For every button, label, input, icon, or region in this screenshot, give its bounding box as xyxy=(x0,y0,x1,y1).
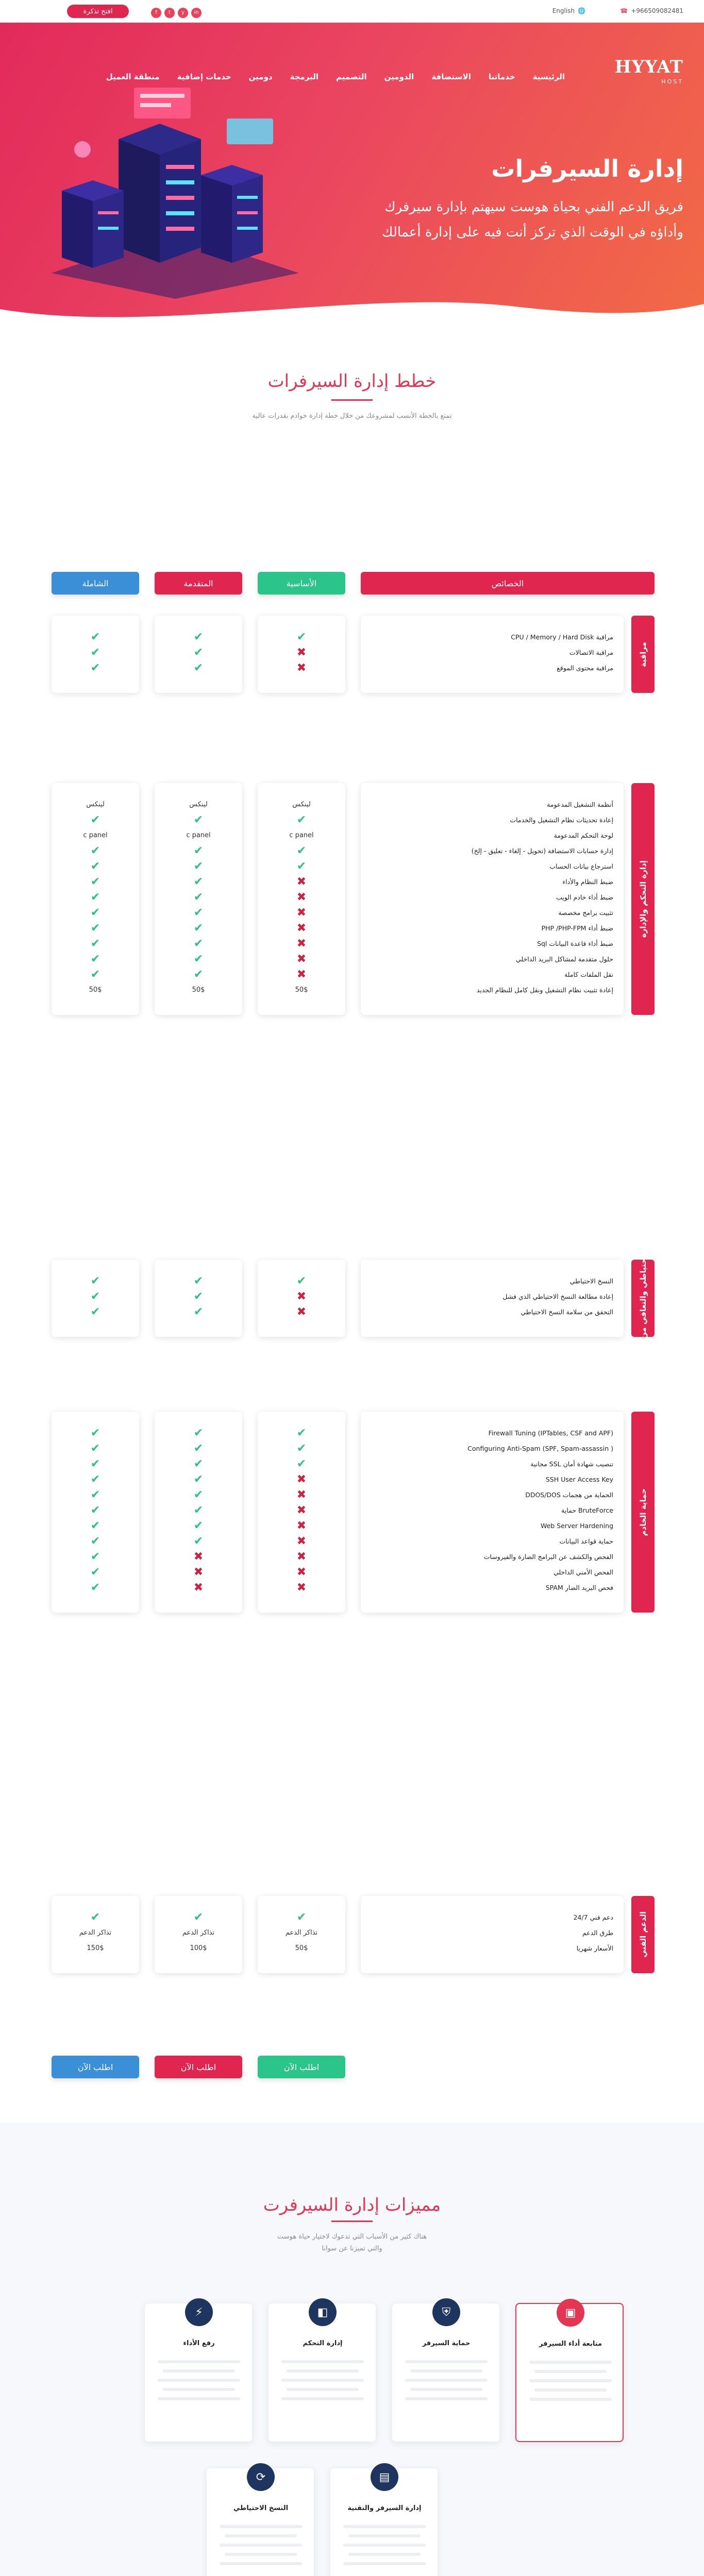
check-icon: ✔ xyxy=(90,968,100,981)
check-icon: ✔ xyxy=(90,875,100,888)
check-icon: ✔ xyxy=(90,1550,100,1563)
globe-icon: 🌐 xyxy=(578,7,585,14)
check-icon: ✔ xyxy=(193,953,204,965)
feature-card[interactable] xyxy=(515,2303,624,2442)
text-placeholder xyxy=(410,2369,482,2372)
cpu-icon: ▤ xyxy=(371,2463,398,2491)
cross-icon: ✖ xyxy=(296,875,307,888)
text-placeholder xyxy=(343,2544,426,2547)
plan-value: 100$ xyxy=(190,1944,207,1952)
check-icon: ✔ xyxy=(193,646,204,659)
check-icon: ✔ xyxy=(90,860,100,873)
text-placeholder xyxy=(225,2553,297,2556)
feature-card[interactable] xyxy=(330,2468,438,2576)
section-label-text: النسخ الاحتياطي والتعافي من الكوارث xyxy=(638,1225,648,1372)
plan-value: تذاكر الدعم xyxy=(182,1929,215,1937)
feature-label: إعادة تثبيت نظام التشغيل ونقل كامل للنظام الجديد xyxy=(476,986,613,994)
youtube-icon[interactable]: y xyxy=(178,8,188,18)
check-icon: ✔ xyxy=(296,814,307,826)
text-placeholder xyxy=(220,2525,302,2528)
text-placeholder xyxy=(405,2360,488,2363)
check-icon: ✔ xyxy=(193,1306,204,1318)
feature-label: طرق الدعم xyxy=(582,1929,613,1937)
open-ticket-button[interactable]: افتح تذكرة xyxy=(67,5,129,18)
nav-home[interactable]: الرئيسية xyxy=(532,72,565,81)
feature-label: ضبط أداء خادم الويب xyxy=(556,893,613,901)
text-placeholder xyxy=(220,2562,302,2565)
nav-extra-services[interactable]: خدمات إضافية xyxy=(177,72,231,81)
check-icon: ✔ xyxy=(90,662,100,674)
check-icon: ✔ xyxy=(193,1911,204,1924)
text-placeholder xyxy=(529,2398,612,2401)
check-icon: ✔ xyxy=(90,1581,100,1594)
plan-value: تذاكر الدعم xyxy=(285,1929,318,1937)
text-placeholder xyxy=(158,2379,240,2382)
section-label-2 xyxy=(631,1225,655,1372)
twitter-icon[interactable]: t xyxy=(164,8,175,18)
nav-services[interactable]: خدماتنا xyxy=(488,72,515,81)
feature-label: مراقبة محتوى الموقع xyxy=(557,664,613,672)
plan-value: لينكس xyxy=(189,801,208,808)
feature-title: إدارة السيرفر والتقنية xyxy=(347,2504,422,2512)
phone-contact[interactable] xyxy=(620,7,683,14)
text-placeholder xyxy=(343,2562,426,2565)
text-placeholder xyxy=(529,2361,612,2364)
cross-icon: ✖ xyxy=(296,891,307,904)
check-icon: ✔ xyxy=(90,1275,100,1287)
facebook-icon[interactable]: f xyxy=(151,8,161,18)
check-icon: ✔ xyxy=(90,1488,100,1501)
features-subtitle: هناك كثير من الأسباب التي تدعوك لاختيار حياة هوست والتي تميزنا عن سوانا xyxy=(277,2233,427,2253)
check-icon: ✔ xyxy=(90,1458,100,1470)
plan-value: c panel xyxy=(186,832,211,839)
check-icon: ✔ xyxy=(193,1473,204,1486)
feature-card[interactable] xyxy=(206,2468,314,2576)
cross-icon: ✖ xyxy=(296,1566,307,1579)
cross-icon: ✖ xyxy=(296,953,307,965)
feature-label: ضبط أداء PHP /PHP-FPM xyxy=(541,924,613,932)
order-full-button[interactable]: اطلب الآن xyxy=(52,2056,139,2078)
feature-label: الحماية من هجمات DDOS/DOS xyxy=(525,1491,613,1499)
nav-domain[interactable]: الدومين xyxy=(384,72,414,81)
text-placeholder xyxy=(287,2369,359,2372)
text-placeholder xyxy=(281,2360,364,2363)
plan-value: 50$ xyxy=(89,986,102,994)
feature-title: إدارة التحكم xyxy=(303,2340,343,2347)
check-icon: ✔ xyxy=(90,1473,100,1486)
check-icon: ✔ xyxy=(193,937,204,950)
plan-full-header: الشاملة xyxy=(52,572,139,595)
check-icon: ✔ xyxy=(90,922,100,935)
text-placeholder xyxy=(220,2544,302,2547)
feature-label: الفحص والكشف عن البرامج الضارة والفيروسات xyxy=(483,1553,613,1561)
nav-hosting[interactable]: الاستضافة xyxy=(431,72,471,81)
feature-label: Configuring Anti-Spam (SPF, Spam-assassin ) xyxy=(467,1445,613,1452)
plan-value: c panel xyxy=(83,832,108,839)
feature-title: النسخ الاحتياطي xyxy=(233,2504,289,2512)
text-placeholder xyxy=(163,2369,235,2372)
cross-icon: ✖ xyxy=(296,1488,307,1501)
feature-title: حماية السيرفر xyxy=(422,2340,471,2347)
text-placeholder xyxy=(529,2379,612,2382)
check-icon: ✔ xyxy=(90,1911,100,1924)
feature-label: BruteForce حماية xyxy=(561,1506,613,1514)
text-placeholder xyxy=(410,2388,482,2391)
plan-value: تذاكر الدعم xyxy=(79,1929,112,1937)
check-icon: ✔ xyxy=(90,953,100,965)
check-icon: ✔ xyxy=(296,860,307,873)
order-basic-button[interactable]: اطلب الآن xyxy=(258,2056,345,2078)
cross-icon: ✖ xyxy=(296,1581,307,1594)
check-icon: ✔ xyxy=(90,1442,100,1455)
feature-label: ضبط أداء قاعدة البيانات Sql xyxy=(537,940,613,947)
check-icon: ✔ xyxy=(90,1566,100,1579)
nav-client-area[interactable]: منطقة العميل xyxy=(106,72,160,81)
features-header: الخصائص xyxy=(361,572,655,595)
text-placeholder xyxy=(405,2379,488,2382)
check-icon: ✔ xyxy=(193,1442,204,1455)
nav-design[interactable]: التصميم xyxy=(336,72,367,81)
cross-icon: ✖ xyxy=(296,1504,307,1517)
feature-label: تثبيت برامج مخصصة xyxy=(558,909,613,917)
cross-icon: ✖ xyxy=(193,1550,204,1563)
check-icon: ✔ xyxy=(193,814,204,826)
shield-icon: ⛨ xyxy=(432,2298,460,2326)
feature-label: ضبط النظام والأداء xyxy=(562,878,613,886)
section-label-1 xyxy=(631,783,655,1015)
check-icon: ✔ xyxy=(90,1306,100,1318)
cross-icon: ✖ xyxy=(296,906,307,919)
plan-value: 50$ xyxy=(295,1944,308,1952)
feature-label: مراقبة الاتصالات xyxy=(569,649,613,656)
social-links xyxy=(149,6,203,18)
feature-label: حماية قواعد البيانات xyxy=(559,1537,613,1545)
check-icon: ✔ xyxy=(90,1519,100,1532)
section-label-text: حماية الخادم xyxy=(638,1488,648,1536)
check-icon: ✔ xyxy=(296,1275,307,1287)
plan-value: 50$ xyxy=(192,986,205,994)
brand-name: HYYAT xyxy=(614,57,683,77)
language-label: English xyxy=(552,7,575,14)
check-icon: ✔ xyxy=(193,922,204,935)
cross-icon: ✖ xyxy=(296,1519,307,1532)
check-icon: ✔ xyxy=(193,631,204,643)
check-icon: ✔ xyxy=(193,860,204,873)
section-label-text: مراقبة xyxy=(638,641,648,667)
check-icon: ✔ xyxy=(296,1442,307,1455)
check-icon: ✔ xyxy=(193,662,204,674)
feature-label: إعادة تحديثات نظام التشغيل والخدمات xyxy=(510,816,613,824)
nav-programming[interactable]: البرمجة xyxy=(290,72,319,81)
feature-title: رفع الأداء xyxy=(183,2340,215,2347)
feature-label: تنصيب شهادة أمان SSL مجانية xyxy=(530,1460,613,1468)
top-bar xyxy=(0,0,704,23)
feature-title: متابعة أداء السيرفر xyxy=(539,2340,602,2348)
backup-icon: ⟳ xyxy=(247,2463,275,2491)
check-icon: ✔ xyxy=(193,1535,204,1548)
check-icon: ✔ xyxy=(296,1911,307,1924)
check-icon: ✔ xyxy=(90,906,100,919)
text-placeholder xyxy=(158,2397,240,2400)
check-icon: ✔ xyxy=(90,937,100,950)
feature-card[interactable] xyxy=(144,2303,253,2442)
check-icon: ✔ xyxy=(90,631,100,643)
plan-value: لينكس xyxy=(86,801,105,808)
text-placeholder xyxy=(348,2553,421,2556)
text-placeholder xyxy=(405,2397,488,2400)
feature-label: التحقق من سلامة النسخ الاحتياطي xyxy=(521,1308,613,1316)
check-icon: ✔ xyxy=(90,891,100,904)
check-icon: ✔ xyxy=(193,906,204,919)
section-label-text: إدارة التحكم والإدارة xyxy=(638,860,648,938)
language-switch[interactable] xyxy=(552,7,585,14)
feature-label: لوحة التحكم المدعومة xyxy=(554,832,613,839)
dashboard-icon: ◧ xyxy=(309,2298,337,2326)
plan-value: c panel xyxy=(289,832,314,839)
cross-icon: ✖ xyxy=(296,1306,307,1318)
feature-label: حلول متقدمة لمشاكل البريد الداخلي xyxy=(515,955,613,963)
cross-icon: ✖ xyxy=(296,937,307,950)
order-advanced-button[interactable]: اطلب الآن xyxy=(155,2056,242,2078)
check-icon: ✔ xyxy=(90,814,100,826)
text-placeholder xyxy=(281,2379,364,2382)
plan-basic-header: الأساسية xyxy=(258,572,345,595)
feature-label: أنظمة التشغيل المدعومة xyxy=(547,801,613,808)
hero-description: فريق الدعم الفني بحياة هوست سيهتم بإدارة سيرفرك وأداؤه في الوقت الذي تركز أنت فيه على إدارة أعمالك xyxy=(382,199,683,241)
feature-label: استرجاع بيانات الحساب xyxy=(549,862,613,870)
check-icon: ✔ xyxy=(90,646,100,659)
text-placeholder xyxy=(534,2370,607,2373)
cross-icon: ✖ xyxy=(296,646,307,659)
feature-label: مراقبة CPU / Memory / Hard Disk xyxy=(511,633,613,641)
check-icon: ✔ xyxy=(193,1504,204,1517)
section-label-text: الدعم الفني xyxy=(638,1911,648,1958)
feature-label: الأسعار شهريا xyxy=(576,1944,613,1952)
text-placeholder xyxy=(158,2360,240,2363)
text-placeholder xyxy=(163,2388,235,2391)
plans-subtitle: تمتع بالخطة الأنسب لمشروعك من خلال خطة إدارة خوادم بقدرات عالية xyxy=(252,412,452,420)
plan-value: لينكس xyxy=(292,801,311,808)
check-icon: ✔ xyxy=(90,1427,100,1439)
check-icon: ✔ xyxy=(193,1275,204,1287)
section-label-4 xyxy=(631,1896,655,1973)
check-icon: ✔ xyxy=(193,875,204,888)
brand-tagline: HOST xyxy=(661,78,683,85)
check-icon: ✔ xyxy=(90,1504,100,1517)
check-icon: ✔ xyxy=(193,844,204,857)
cross-icon: ✖ xyxy=(296,968,307,981)
check-icon: ✔ xyxy=(296,1458,307,1470)
server-illustration xyxy=(31,77,320,299)
text-placeholder xyxy=(281,2397,364,2400)
section-label-3 xyxy=(631,1412,655,1613)
check-icon: ✔ xyxy=(193,968,204,981)
feature-card[interactable] xyxy=(268,2303,376,2442)
feature-label: الفحص الأمني الداخلي xyxy=(553,1568,613,1576)
check-icon: ✔ xyxy=(193,891,204,904)
check-icon: ✔ xyxy=(193,1290,204,1303)
cross-icon: ✖ xyxy=(193,1581,204,1594)
feature-label: SSH User Access Key xyxy=(545,1476,613,1483)
text-placeholder xyxy=(348,2534,421,2537)
feature-label: إعادة مطالعة النسخ الاحتياطي الذي فشل xyxy=(502,1293,613,1300)
check-icon: ✔ xyxy=(193,1488,204,1501)
cross-icon: ✖ xyxy=(193,1566,204,1579)
cross-icon: ✖ xyxy=(296,662,307,674)
text-placeholder xyxy=(287,2388,359,2391)
check-icon: ✔ xyxy=(193,1427,204,1439)
plans-title: خطط إدارة السيرفرات xyxy=(267,371,437,392)
check-icon: ✔ xyxy=(90,844,100,857)
text-placeholder xyxy=(343,2525,426,2528)
check-icon: ✔ xyxy=(90,1535,100,1548)
feature-label: Firewall Tuning (IPTables, CSF and APF) xyxy=(488,1429,613,1437)
cross-icon: ✖ xyxy=(296,1550,307,1563)
check-icon: ✔ xyxy=(193,1458,204,1470)
speed-icon: ⚡ xyxy=(185,2298,213,2326)
feature-label: نقل الملفات كاملة xyxy=(564,971,613,978)
features-title: مميزات إدارة السيرفرت xyxy=(263,2195,441,2215)
check-icon: ✔ xyxy=(296,844,307,857)
hero-title: إدارة السيرفرات xyxy=(491,155,683,182)
cross-icon: ✖ xyxy=(296,1535,307,1548)
brand-logo[interactable] xyxy=(580,57,683,88)
feature-card[interactable] xyxy=(392,2303,500,2442)
linkedin-icon[interactable]: in xyxy=(191,8,202,18)
text-placeholder xyxy=(225,2534,297,2537)
plan-value: 50$ xyxy=(295,986,308,994)
features-title-underline xyxy=(331,2221,373,2222)
phone-icon: ☎ xyxy=(620,7,628,14)
cross-icon: ✖ xyxy=(296,1290,307,1303)
plan-advanced-header: المتقدمة xyxy=(155,572,242,595)
cross-icon: ✖ xyxy=(296,922,307,935)
check-icon: ✔ xyxy=(90,1290,100,1303)
nav-domain-2[interactable]: دومين xyxy=(248,72,273,81)
check-icon: ✔ xyxy=(296,1427,307,1439)
feature-label: إدارة حسابات الاستضافة (تحويل - إلغاء - تعليق - إلخ) xyxy=(471,847,613,855)
section-label-0 xyxy=(631,616,655,693)
text-placeholder xyxy=(534,2388,607,2392)
hero-text-block xyxy=(364,155,683,246)
check-icon: ✔ xyxy=(296,631,307,643)
phone-number: +966509082481 xyxy=(631,7,683,14)
feature-label: فحص البريد الضار SPAM xyxy=(545,1584,613,1591)
cross-icon: ✖ xyxy=(296,1473,307,1486)
plans-title-underline xyxy=(331,399,373,401)
feature-label: النسخ الاحتياطي xyxy=(569,1277,613,1285)
plan-value: 150$ xyxy=(87,1944,104,1952)
server-icon: ▣ xyxy=(557,2299,584,2327)
feature-label: دعم فني 24/7 xyxy=(573,1913,613,1921)
check-icon: ✔ xyxy=(193,1519,204,1532)
feature-label: Web Server Hardening xyxy=(540,1522,613,1530)
